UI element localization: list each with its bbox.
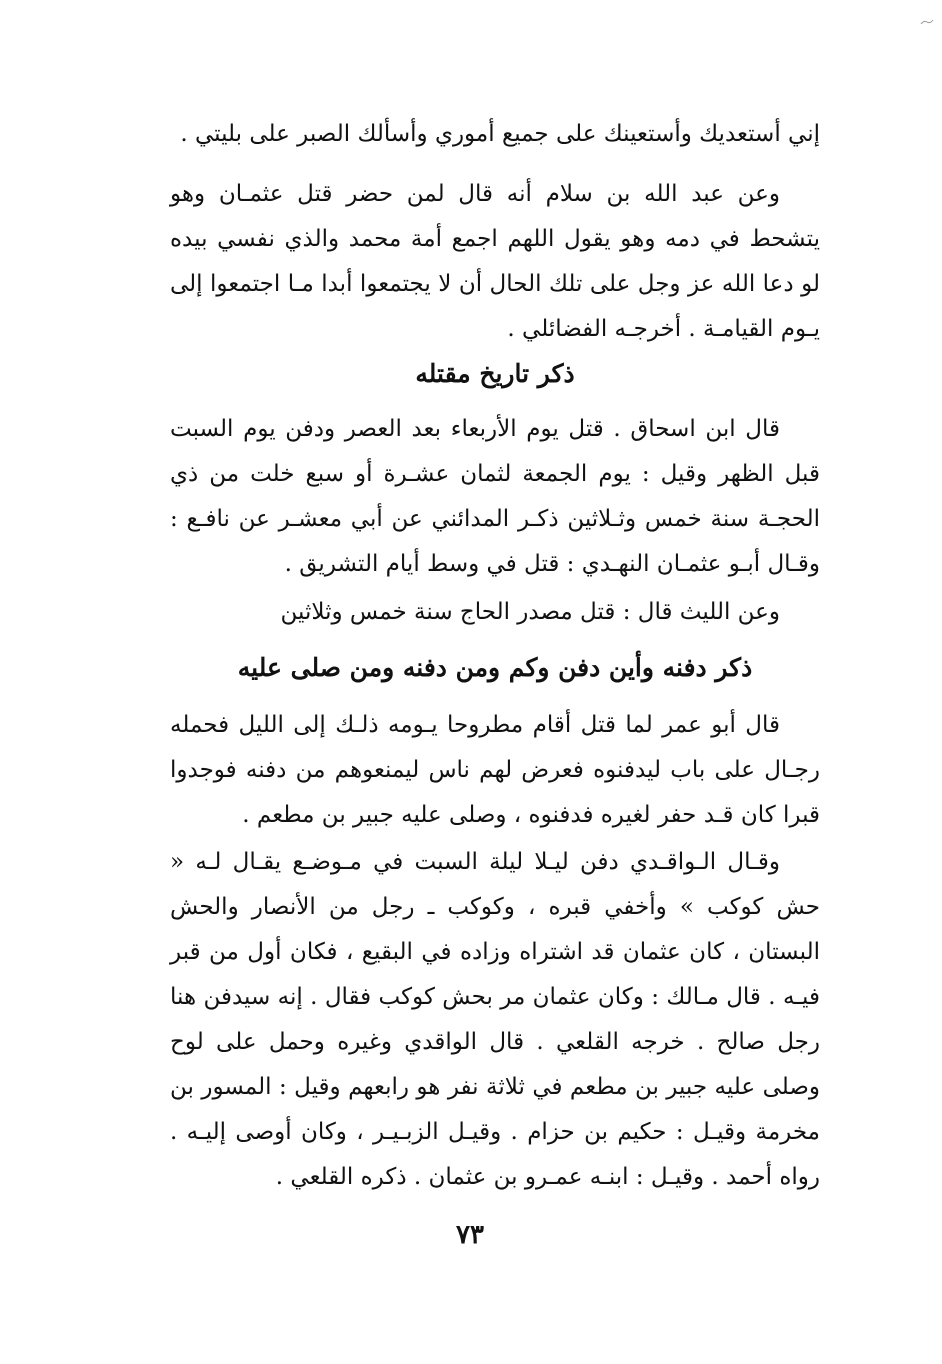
- paragraph-waqidi: وقـال الـواقـدي دفن ليـلا ليلة السبت في مـوضـع يقـال لـه « حش كوكب » وأخفي قبره ، وكوكب ـ رجل من الأنصار والحش البستان ، كان عثمان قد اشتراه وزاده في البقيع ، فكان أول من قبر فيـه . قال مـالك : وكان عثمان مر بحش كوكب فقال . إنه سيدفن هنا رجل صالح . خرجه القلعي . قال الواقدي وغيره وحمل على لوح وصلى عليه جبير بن مطعم في ثلاثة نفر هو رابعهم وقيل : المسور بن مخرمة وقيـل : حكيم بن حزام . وقيـل الزبـيـر ، وكان أوصى إليـه . رواه أحمد . وقيـل : ابنـه عمـرو بن عثمان . ذكره القلعي .: [170, 849, 820, 1190]
- paragraph-supplication: إني أستعديك وأستعينك على جميع أموري وأسألك الصبر على بليتي .: [180, 121, 820, 147]
- text-block-date: [170, 407, 820, 587]
- paragraph-abu-umar: قال أبو عمر لما قتل أقام مطروحا يـومه ذلـك إلى الليل فحمله رجـال على باب ليدفنوه فعرض لهم ناس ليمنعوهم من دفنه فوجدوا قبرا كان قـد حفر لغيره فدفنوه ، وصلى عليه جبير بن مطعم .: [170, 712, 820, 828]
- text-block-waqidi: [170, 840, 820, 1200]
- paragraph-date-of-killing: قال ابن اسحاق . قتل يوم الأربعاء بعد العصر ودفن يوم السبت قبل الظهر وقيل : يوم الجمعة لثمان عشـرة أو سبع خلت من ذي الحجـة سنة خمس وثـلاثين ذكـر المدائني عن أبي معشـر عن نافـع : وقـال أبـو عثمـان النهـدي : قتل في وسط أيام التشريق .: [170, 416, 820, 577]
- section-heading-burial: ذكر دفنه وأين دفن وكم ومن دفنه ومن صلى عليه: [237, 653, 753, 682]
- text-block-abu-umar: [170, 703, 820, 838]
- paragraph-ibn-salam: وعن عبد الله بن سلام أنه قال لمن حضر قتل عثمـان وهو يتشحط في دمه وهو يقول اللهم اجمع أمة محمد والذي نفسي بيده لو دعا الله عز وجل على تلك الحال أن لا يجتمعوا أبدا مـا اجتمعوا إلى يـوم القيامـة . أخرجـه الفضائلي .: [170, 181, 820, 342]
- scan-corner-mark: [920, 10, 934, 16]
- section-heading-date-of-killing: ذكر تاريخ مقتله: [415, 359, 575, 388]
- text-block-ibn-salam: [170, 172, 820, 352]
- page-number: ٧٣: [456, 1220, 484, 1250]
- paragraph-layth: وعن الليث قال : قتل مصدر الحاج سنة خمس وثلاثين: [280, 599, 780, 625]
- text-block-intro: [170, 112, 820, 157]
- text-block-layth: [170, 590, 820, 635]
